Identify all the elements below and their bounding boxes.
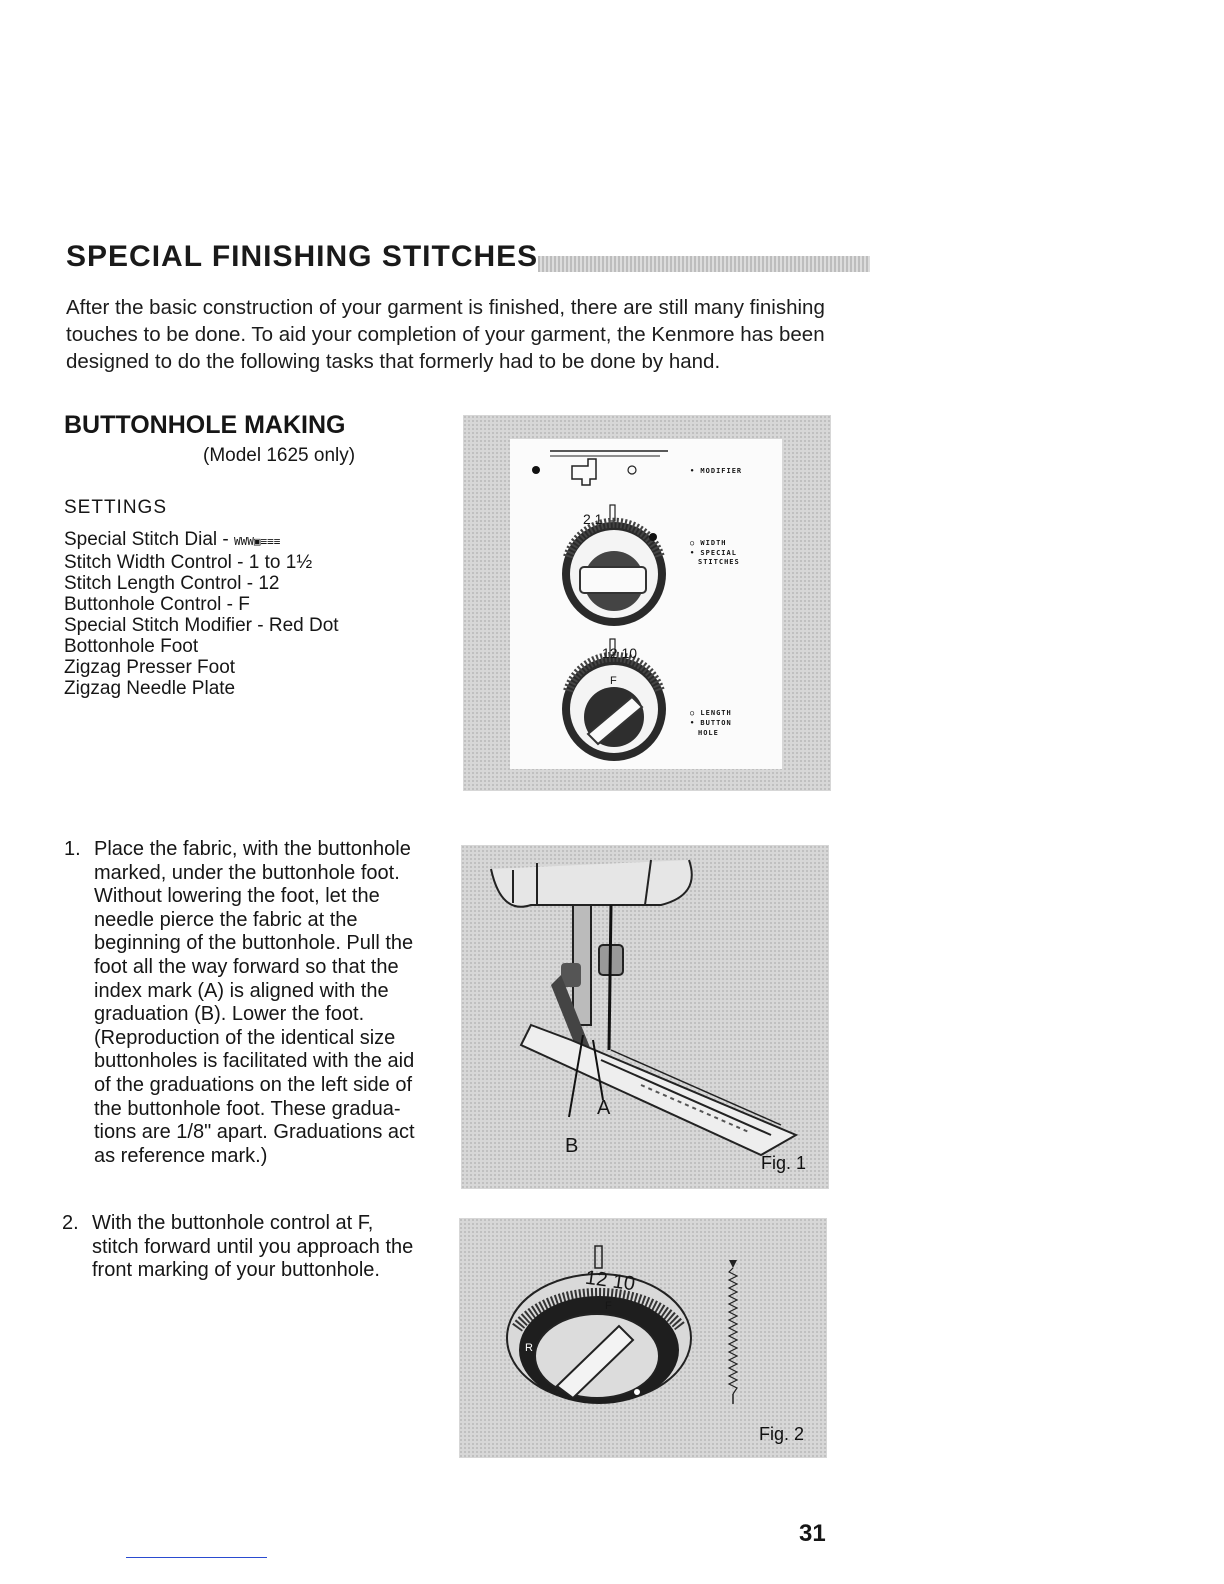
intro-paragraph [66, 294, 846, 375]
settings-dials-figure [463, 415, 831, 791]
step-line: (Reproduction of the identical size [94, 1026, 396, 1049]
fig-2-label: Fig. 2 [759, 1424, 805, 1444]
model-note: (Model 1625 only) [203, 445, 356, 466]
fig-2-buttonhole-dial [459, 1218, 827, 1458]
dial-top-numbers: 2 1 [583, 511, 603, 527]
step-line: needle pierce the fabric at the [94, 908, 358, 931]
step-number: 1. [64, 838, 81, 860]
settings-heading: SETTINGS [64, 497, 168, 518]
presser-foot-illustration [461, 845, 829, 1189]
dial-bottom-numbers: 12 10 [602, 645, 638, 661]
fig-2-dial-letter-f: F [605, 1300, 612, 1312]
footer-rule [126, 1557, 267, 1558]
fig-1-label: Fig. 1 [761, 1153, 807, 1173]
buttonhole-dial-illustration [459, 1218, 827, 1458]
section-title: SPECIAL FINISHING STITCHES [66, 240, 539, 273]
dials-illustration [510, 439, 782, 769]
step-line: front marking of your buttonhole. [92, 1259, 380, 1282]
step-1 [64, 838, 436, 1178]
setting-label: Special Stitch Dial - [64, 529, 235, 550]
title-rule [538, 256, 870, 272]
step-text [94, 838, 432, 1168]
setting-item: Stitch Length Control - 12 [64, 573, 280, 594]
length-label: ○ LENGTH [690, 709, 732, 717]
step-line: the buttonhole foot. These gradua- [94, 1097, 401, 1120]
intro-line: After the basic construction of your garment is finished, there are still many finishing [66, 296, 825, 319]
step-line: Place the fabric, with the buttonhole [94, 838, 411, 860]
step-line: stitch forward until you approach the [92, 1235, 414, 1258]
page-number: 31 [799, 1520, 826, 1547]
callout-b: B [565, 1135, 579, 1157]
step-line: index mark (A) is aligned with the [94, 979, 389, 1002]
step-line: foot all the way forward so that the [94, 955, 399, 978]
setting-item: Bottonhole Foot [64, 636, 199, 657]
step-line: as reference mark.) [94, 1144, 268, 1167]
buttonhole-label: HOLE [698, 729, 719, 737]
setting-item: Zigzag Needle Plate [64, 678, 236, 699]
setting-item: Special Stitch Modifier - Red Dot [64, 615, 339, 636]
zigzag-stitch-icon [729, 1268, 737, 1394]
step-line: With the buttonhole control at F, [92, 1212, 374, 1234]
special-stitches-label: STITCHES [698, 558, 740, 566]
step-line: of the graduations on the left side of [94, 1073, 412, 1096]
step-2 [62, 1212, 434, 1292]
step-line: graduation (B). Lower the foot. [94, 1003, 365, 1026]
setting-item: Zigzag Presser Foot [64, 657, 236, 678]
special-stitches-label: • SPECIAL [690, 549, 737, 557]
buttonhole-title: BUTTONHOLE MAKING [64, 411, 346, 439]
setting-item [64, 529, 339, 552]
dials-panel [510, 439, 782, 769]
intro-line: touches to be done. To aid your completion of your garment, the Kenmore has been [66, 323, 825, 346]
intro-line: designed to do the following tasks that formerly had to be done by hand. [66, 350, 721, 373]
modifier-lever-icon [572, 459, 596, 485]
buttonhole-label: • BUTTON [690, 719, 732, 727]
fig-1-presser-foot [461, 845, 829, 1189]
step-line: buttonholes is facilitated with the aid [94, 1050, 415, 1073]
step-line: beginning of the buttonhole. Pull the [94, 932, 414, 955]
step-number: 2. [62, 1212, 79, 1234]
modifier-label: • MODIFIER [690, 467, 743, 475]
stitch-pattern-icon: WWW▣≡≡≡ [234, 535, 281, 548]
step-line: tions are 1/8" apart. Graduations act [94, 1121, 415, 1144]
fig-2-dial-letter-r: R [525, 1342, 533, 1354]
red-dot-icon [532, 466, 540, 474]
width-label: ○ WIDTH [690, 539, 727, 547]
step-text [92, 1212, 430, 1283]
settings-list [64, 529, 339, 699]
step-line: marked, under the buttonhole foot. [94, 861, 400, 884]
callout-a: A [597, 1097, 611, 1119]
setting-item: Stitch Width Control - 1 to 1½ [64, 552, 313, 573]
setting-item: Buttonhole Control - F [64, 594, 250, 615]
fig-2-dial-numbers: 12 10 [583, 1266, 637, 1296]
step-line: Without lowering the foot, let the [94, 885, 380, 908]
dial-bottom-letter: F [610, 675, 617, 687]
